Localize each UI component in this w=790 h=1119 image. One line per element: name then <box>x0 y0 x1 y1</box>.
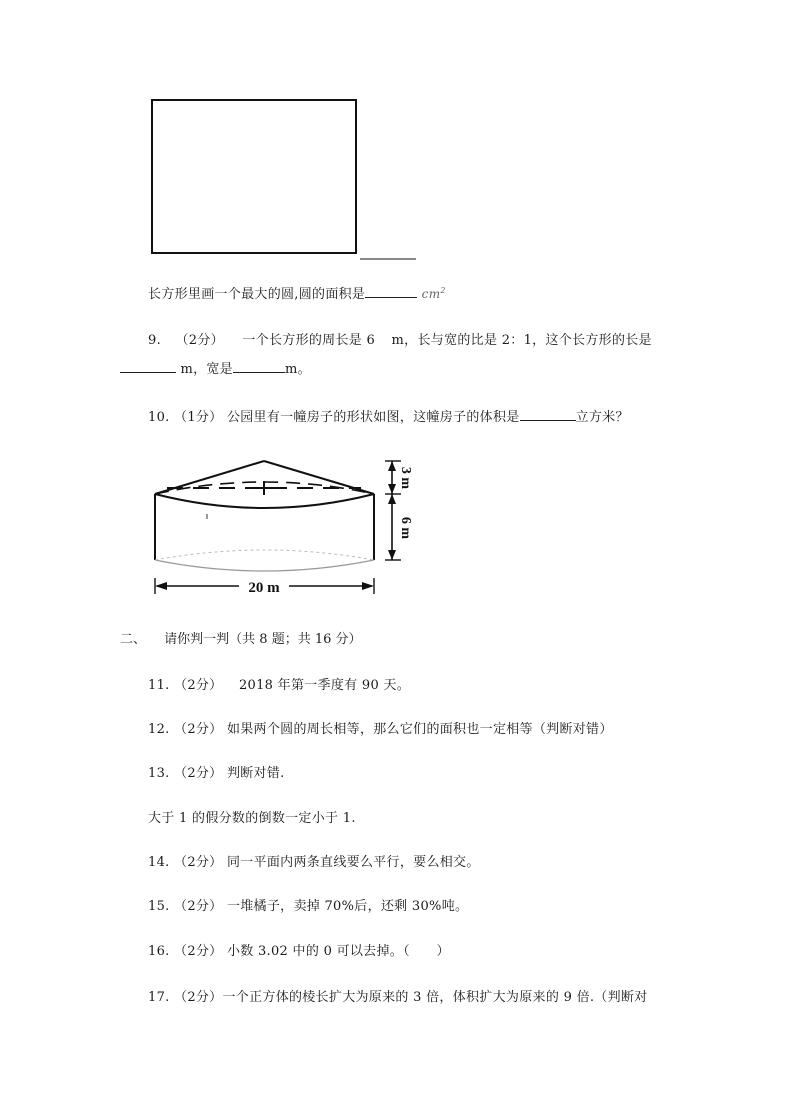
q14-score: （2分） <box>174 855 223 870</box>
q13-text: 判断对错. <box>226 766 285 781</box>
q9-text-a: 一个长方形的周长是 6 <box>242 333 376 348</box>
q17-score: （2分） <box>174 990 223 1005</box>
q15-score: （2分） <box>174 899 223 914</box>
question-13-statement: 大于 1 的假分数的倒数一定小于 1. <box>148 811 356 826</box>
cone-right-edge <box>264 461 374 494</box>
q9-text-c: m，宽是 <box>180 362 233 377</box>
rectangle-shape <box>152 100 356 253</box>
q10-text-b: 立方米？ <box>575 410 629 425</box>
q9-score: （2分） <box>175 333 224 348</box>
question-13 <box>148 762 285 781</box>
height-arrow-bottom <box>388 550 396 560</box>
diameter-arrow-left <box>155 582 167 590</box>
q12-number: 12. <box>148 722 170 737</box>
q8-text: 长方形里画一个最大的圆,圆的面积是 <box>148 287 366 302</box>
section-2-title: 请你判一判（共 8 题；共 16 分） <box>164 632 362 647</box>
q13-number: 13. <box>148 766 170 781</box>
bottom-ellipse-back <box>155 550 374 560</box>
q11-score: （2分） <box>174 678 223 693</box>
q10-number: 10. <box>148 410 170 425</box>
q15-number: 15. <box>148 899 170 914</box>
q9-text-b: ，长与宽的比是 2：1，这个长方形的长是 <box>404 333 652 348</box>
q16-number: 16. <box>148 944 170 959</box>
q14-number: 14. <box>148 855 170 870</box>
q14-text: 同一平面内两条直线要么平行，要么相交。 <box>226 855 480 870</box>
q10-answer-blank[interactable] <box>520 408 576 421</box>
q17-number: 17. <box>148 990 170 1005</box>
cone-left-edge <box>155 461 264 494</box>
question-16 <box>148 940 450 959</box>
q9-text-d: m。 <box>284 362 311 377</box>
cylinder-height-label: 6 m <box>398 516 413 540</box>
question-14 <box>148 851 480 870</box>
q8-unit: $cm^2$ <box>421 286 446 301</box>
height-arrow-mid-down <box>388 494 396 504</box>
section-2-label: 二、 <box>120 632 147 647</box>
q12-text: 如果两个圆的周长相等，那么它们的面积也一定相等（判断对错） <box>226 722 613 737</box>
q16-score: （2分） <box>174 944 223 959</box>
q17-text: 一个正方体的棱长扩大为原来的 3 倍，体积扩大为原来的 9 倍.（判断对 <box>222 990 648 1005</box>
diameter-label: 20 m <box>248 580 280 596</box>
q10-score: （1分） <box>174 410 223 425</box>
height-arrow-mid-up <box>388 484 396 494</box>
q9-unit-m: m <box>391 333 405 348</box>
rectangle-figure <box>140 90 430 270</box>
q11-number: 11. <box>148 678 170 693</box>
q8-line <box>148 283 446 302</box>
q9-length-blank[interactable] <box>120 360 176 373</box>
q9-width-blank[interactable] <box>233 360 285 373</box>
cone-height-label: 3 m <box>398 466 413 490</box>
q9-line-2 <box>120 358 311 377</box>
q10-line <box>148 406 629 425</box>
question-15 <box>148 895 468 914</box>
q13-score: （2分） <box>174 766 223 781</box>
q9-line-1 <box>148 329 652 348</box>
section-2-header <box>120 628 362 647</box>
q9-number: 9. <box>148 333 162 348</box>
q12-score: （2分） <box>174 722 223 737</box>
q15-text: 一堆橘子，卖掉 70%后，还剩 30%吨。 <box>226 899 469 914</box>
question-11 <box>148 674 410 693</box>
height-arrow-top <box>388 461 396 471</box>
q16-text: 小数 3.02 中的 0 可以去掉。（ ） <box>226 944 450 959</box>
house-figure <box>145 452 425 602</box>
question-17 <box>148 986 648 1005</box>
top-ellipse-front <box>155 494 374 508</box>
bottom-ellipse-front <box>155 560 374 571</box>
q10-text-a: 公园里有一幢房子的形状如图，这幢房子的体积是 <box>226 410 520 425</box>
question-12 <box>148 718 613 737</box>
q11-text: 2018 年第一季度有 90 天。 <box>238 678 411 693</box>
diameter-arrow-right <box>362 582 374 590</box>
q8-answer-blank[interactable] <box>365 285 417 298</box>
